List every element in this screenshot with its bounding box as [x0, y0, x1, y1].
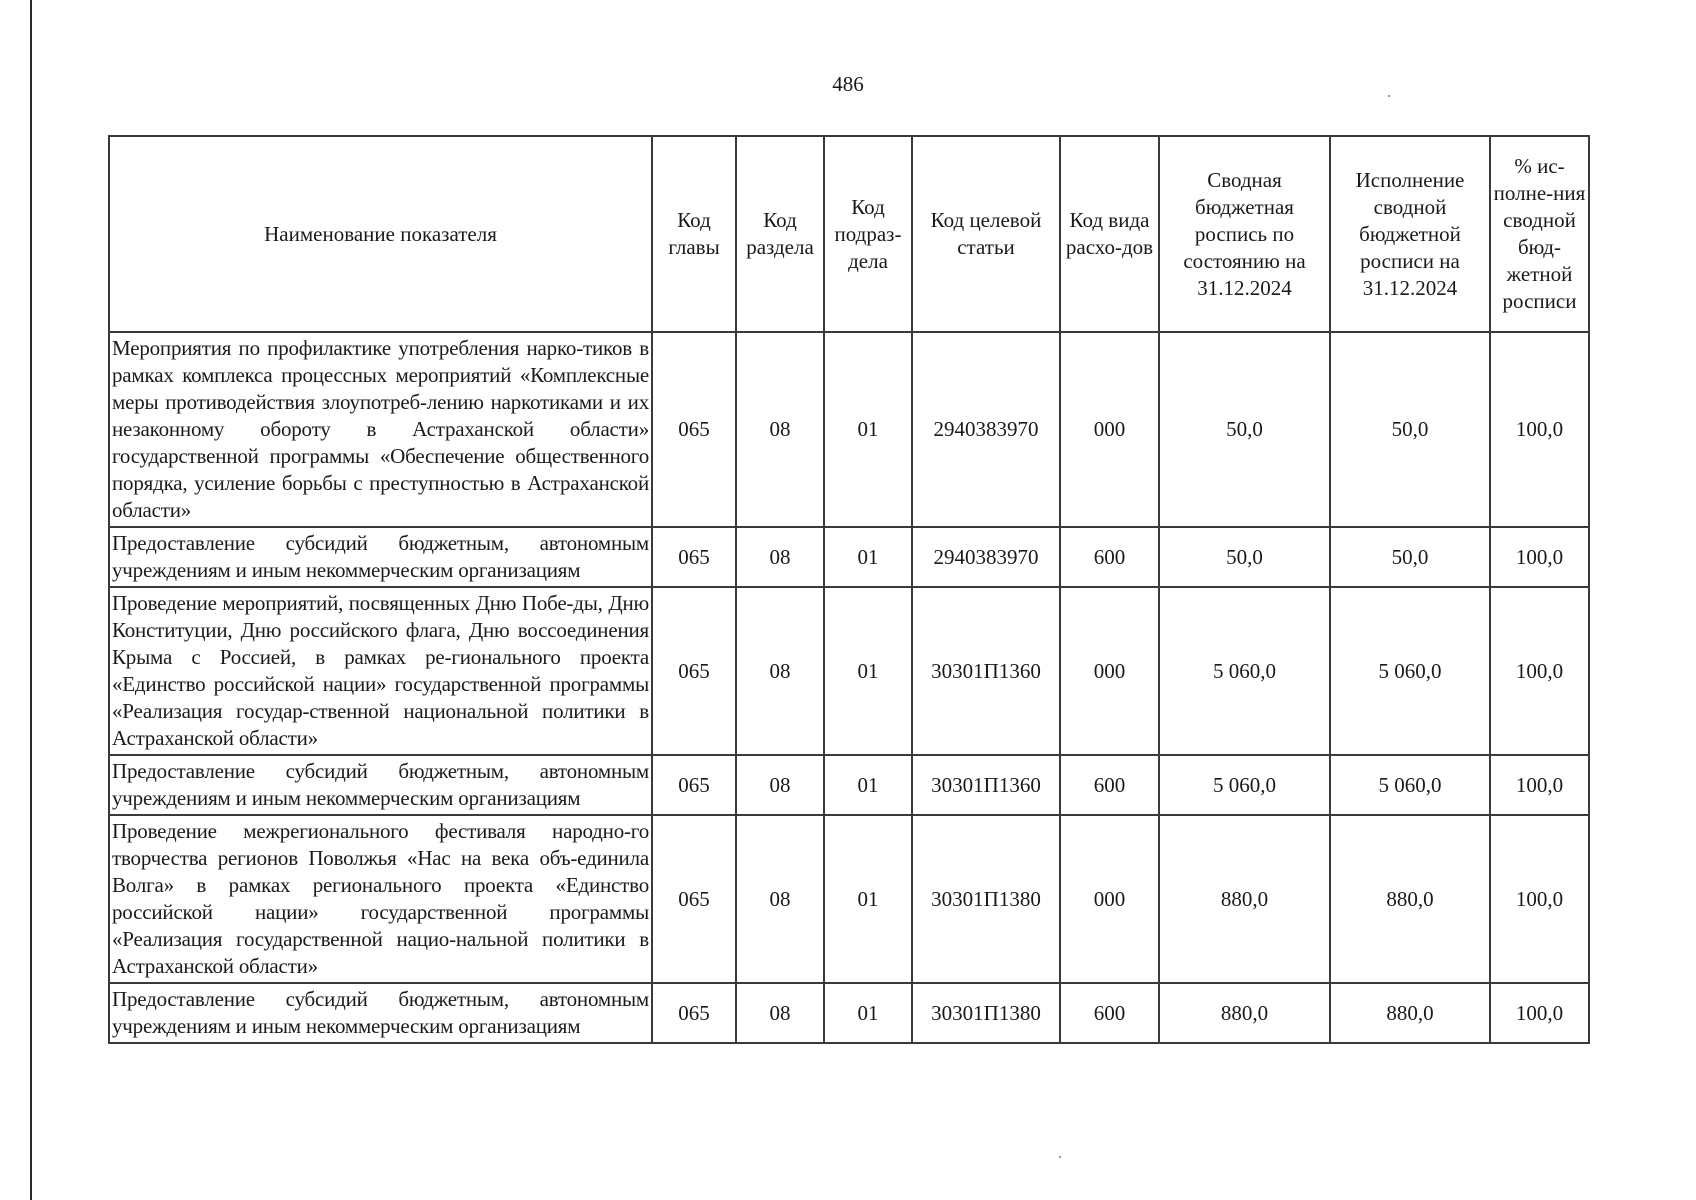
row-section-code: 08	[736, 527, 824, 587]
row-budget-plan: 5 060,0	[1159, 755, 1330, 815]
row-name: Мероприятия по профилактике употребления нарко-тиков в рамках комплекса процессных мероприятий «Комплексные меры противодействия злоупотреб-лению наркотиками и их незаконному обороту в Астраханской области» государственной программы «Обеспечение общественного порядка, усиление борьбы с преступностью в Астраханской области»	[109, 332, 652, 527]
scan-speck	[1059, 1156, 1061, 1158]
row-expense-type-code: 600	[1060, 983, 1159, 1043]
table-row	[109, 983, 1589, 1043]
row-target-code: 2940383970	[912, 527, 1060, 587]
row-budget-execution: 50,0	[1330, 527, 1490, 587]
header-target-code: Код целевой статьи	[912, 136, 1060, 332]
row-execution-percent: 100,0	[1490, 527, 1589, 587]
row-budget-execution: 5 060,0	[1330, 755, 1490, 815]
row-expense-type-code: 000	[1060, 587, 1159, 755]
row-chapter-code: 065	[652, 815, 736, 983]
row-execution-percent: 100,0	[1490, 755, 1589, 815]
row-section-code: 08	[736, 755, 824, 815]
row-budget-execution: 880,0	[1330, 815, 1490, 983]
row-execution-percent: 100,0	[1490, 587, 1589, 755]
row-subsection-code: 01	[824, 983, 912, 1043]
row-name: Предоставление субсидий бюджетным, автономным учреждениям и иным некоммерческим организациям	[109, 527, 652, 587]
header-chapter-code: Код главы	[652, 136, 736, 332]
row-chapter-code: 065	[652, 527, 736, 587]
table-body	[109, 332, 1589, 1043]
row-chapter-code: 065	[652, 332, 736, 527]
header-budget-plan: Сводная бюджетная роспись по состоянию на 31.12.2024	[1159, 136, 1330, 332]
header-name: Наименование показателя	[109, 136, 652, 332]
header-budget-execution: Исполнение сводной бюджетной росписи на 31.12.2024	[1330, 136, 1490, 332]
row-execution-percent: 100,0	[1490, 983, 1589, 1043]
row-budget-execution: 50,0	[1330, 332, 1490, 527]
row-expense-type-code: 000	[1060, 815, 1159, 983]
row-target-code: 30301П1380	[912, 815, 1060, 983]
header-expense-type-code: Код вида расхо-дов	[1060, 136, 1159, 332]
row-budget-plan: 50,0	[1159, 527, 1330, 587]
row-name: Проведение межрегионального фестиваля народно-го творчества регионов Поволжья «Нас на века объ-единила Волга» в рамках регионального проекта «Единство российской нации» государственной программы «Реализация государственной нацио-нальной политики в Астраханской области»	[109, 815, 652, 983]
row-budget-execution: 880,0	[1330, 983, 1490, 1043]
row-subsection-code: 01	[824, 815, 912, 983]
row-expense-type-code: 600	[1060, 755, 1159, 815]
row-budget-plan: 50,0	[1159, 332, 1330, 527]
row-target-code: 2940383970	[912, 332, 1060, 527]
table-row	[109, 587, 1589, 755]
page-number: 486	[832, 72, 864, 96]
header-row	[109, 136, 1589, 332]
header-section-code: Код раздела	[736, 136, 824, 332]
row-chapter-code: 065	[652, 755, 736, 815]
budget-execution-table	[108, 135, 1590, 1044]
row-section-code: 08	[736, 587, 824, 755]
row-section-code: 08	[736, 815, 824, 983]
row-chapter-code: 065	[652, 983, 736, 1043]
row-chapter-code: 065	[652, 587, 736, 755]
row-budget-execution: 5 060,0	[1330, 587, 1490, 755]
row-target-code: 30301П1380	[912, 983, 1060, 1043]
table-row	[109, 755, 1589, 815]
scan-edge-line	[30, 0, 32, 1200]
row-execution-percent: 100,0	[1490, 815, 1589, 983]
row-budget-plan: 880,0	[1159, 815, 1330, 983]
row-subsection-code: 01	[824, 755, 912, 815]
row-name: Предоставление субсидий бюджетным, автономным учреждениям и иным некоммерческим организациям	[109, 983, 652, 1043]
row-subsection-code: 01	[824, 332, 912, 527]
header-subsection-code: Код подраз-дела	[824, 136, 912, 332]
row-subsection-code: 01	[824, 587, 912, 755]
row-target-code: 30301П1360	[912, 587, 1060, 755]
row-target-code: 30301П1360	[912, 755, 1060, 815]
row-name: Проведение мероприятий, посвященных Дню Побе-ды, Дню Конституции, Дню российского флага, Дню воссоединения Крыма с Россией, в рамках ре-гионального проекта «Единство российской нации» государственной программы «Реализация государ-ственной национальной политики в Астраханской области»	[109, 587, 652, 755]
table-row	[109, 815, 1589, 983]
row-section-code: 08	[736, 332, 824, 527]
row-subsection-code: 01	[824, 527, 912, 587]
table-row	[109, 332, 1589, 527]
row-budget-plan: 880,0	[1159, 983, 1330, 1043]
row-expense-type-code: 600	[1060, 527, 1159, 587]
row-budget-plan: 5 060,0	[1159, 587, 1330, 755]
row-execution-percent: 100,0	[1490, 332, 1589, 527]
row-expense-type-code: 000	[1060, 332, 1159, 527]
header-execution-percent: % ис-полне-ния сводной бюд-жетной росписи	[1490, 136, 1589, 332]
row-section-code: 08	[736, 983, 824, 1043]
table-header	[109, 136, 1589, 332]
table-row	[109, 527, 1589, 587]
row-name: Предоставление субсидий бюджетным, автономным учреждениям и иным некоммерческим организациям	[109, 755, 652, 815]
